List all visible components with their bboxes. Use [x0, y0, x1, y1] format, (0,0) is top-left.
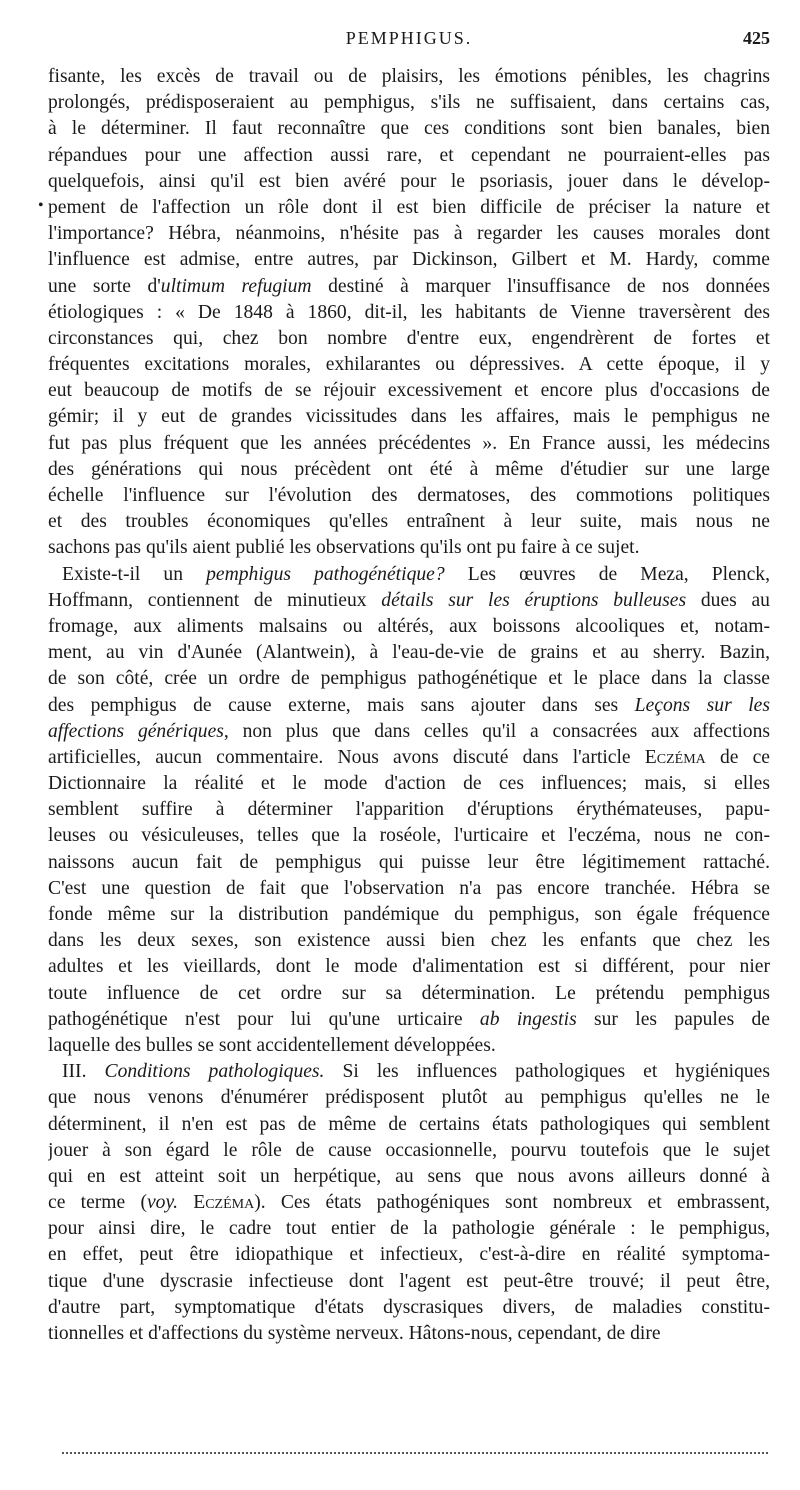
- text-line: [48, 247, 770, 273]
- text-line: [48, 928, 770, 954]
- text-line: [48, 693, 770, 719]
- text-segment: de ce: [705, 746, 770, 768]
- text-segment: voy.: [146, 1192, 178, 1214]
- text-line: [48, 562, 770, 588]
- text-segment: affections génériques: [48, 720, 224, 742]
- text-segment: fut pas plus fréquent que les années précédentes ». En France aussi, les médecins: [48, 432, 770, 454]
- text-line: [48, 1164, 770, 1190]
- text-line: [48, 457, 770, 483]
- text-line: [48, 274, 770, 300]
- footer-dotted-rule: [62, 1452, 768, 1454]
- running-head: [48, 28, 770, 54]
- text-segment: de son côté, crée un ordre de pemphigus pathogénétique et le place dans la classe: [48, 668, 770, 690]
- text-segment: Conditions pathologiques.: [104, 1061, 325, 1083]
- text-line: [48, 1190, 770, 1216]
- text-line: [48, 745, 770, 771]
- text-segment: artificielles, aucun commentaire. Nous avons discuté dans l'article: [48, 746, 645, 768]
- text-line: [48, 509, 770, 535]
- text-line: [48, 797, 770, 823]
- text-segment: quelquefois, ainsi qu'il est bien avéré pour le psoriasis, jouer dans le dévelop-: [48, 170, 770, 192]
- text-line: [48, 221, 770, 247]
- text-line: [48, 1321, 770, 1347]
- text-line: [48, 300, 770, 326]
- text-segment: pement de l'affection un rôle dont il est bien difficile de préciser la nature et: [48, 196, 770, 218]
- text-segment: des générations qui nous précèdent ont été à même d'étudier sur une large: [48, 458, 770, 480]
- text-segment: fromage, aux aliments malsains ou altérés, aux boissons alcooliques et, notam-: [48, 615, 770, 637]
- text-segment: dans les deux sexes, son existence aussi bien chez les enfants que chez les: [48, 930, 770, 952]
- text-line: [48, 666, 770, 692]
- text-line: [48, 1033, 770, 1059]
- text-segment: fonde même sur la distribution pandémique du pemphigus, son égale fréquence: [48, 904, 770, 925]
- text-segment: sachons pas qu'ils aient publié les observations qu'ils ont pu faire à ce sujet.: [48, 537, 640, 559]
- text-segment: déterminent, il n'en est pas de même de certains états pathologiques qui semblent: [48, 1113, 770, 1135]
- text-line: [48, 1269, 770, 1295]
- text-segment: ment, au vin d'Aunée (Alantwein), à l'eau-de-vie de grains et au sherry. Bazin,: [48, 642, 770, 664]
- text-segment: sur les papules de: [576, 1008, 770, 1030]
- text-line: [48, 1242, 770, 1268]
- text-segment: d'autre part, symptomatique d'états dyscrasiques divers, de maladies constitu-: [48, 1296, 770, 1318]
- text-segment: ). Ces états pathogéniques sont nombreux et embrassent,: [254, 1192, 770, 1214]
- text-segment: des pemphigus de cause externe, mais sans ajouter dans ses: [48, 694, 635, 716]
- text-segment: circonstances qui, chez bon nombre d'entre eux, engendrèrent de fortes et: [48, 327, 770, 349]
- text-segment: et des troubles économiques qu'elles entraînent à leur suite, mais nous ne: [48, 511, 770, 533]
- text-line: [48, 876, 770, 902]
- running-title: PEMPHIGUS.: [345, 28, 473, 48]
- text-line: [48, 1216, 770, 1242]
- text-line: [48, 1295, 770, 1321]
- text-segment: une sorte d': [48, 275, 161, 297]
- text-segment: fisante, les excès de travail ou de plaisirs, les émotions pénibles, les chagrins: [48, 66, 770, 87]
- text-segment: échelle l'influence sur l'évolution des dermatoses, des commotions politiques: [48, 485, 770, 506]
- text-line: [48, 431, 770, 457]
- text-segment: Eczéma: [193, 1192, 255, 1214]
- text-line: [48, 1112, 770, 1138]
- text-line: [48, 90, 770, 116]
- text-segment: toute influence de cet ordre sur sa détermination. Le prétendu pemphigus: [48, 982, 770, 1004]
- text-segment: tionnelles et d'affections du système nerveux. Hâtons-nous, cependant, de dire: [48, 1323, 661, 1344]
- margin-mark: •: [38, 197, 44, 214]
- text-line: [48, 1059, 770, 1085]
- text-segment: pour ainsi dire, le cadre tout entier de la pathologie générale : le pemphigus,: [48, 1218, 770, 1240]
- text-line: [48, 195, 770, 221]
- text-segment: naissons aucun fait de pemphigus qui puisse leur être légitimement rattaché.: [48, 851, 770, 873]
- text-segment: Existe-t-il un: [62, 563, 207, 585]
- text-segment: tique d'une dyscrasie infectieuse dont l'agent est peut-être trouvé; il peut être,: [48, 1270, 770, 1292]
- text-segment: leuses ou vésiculeuses, telles que la roséole, l'urticaire et l'eczéma, nous ne con-: [48, 825, 770, 847]
- text-segment: Hoffmann, contiennent de minutieux: [48, 589, 382, 611]
- text-line: [48, 535, 770, 561]
- text-line: [48, 954, 770, 980]
- text-line: [48, 1085, 770, 1111]
- text-segment: fréquentes excitations morales, exhilarantes ou dépressives. A cette époque, il y: [48, 354, 770, 376]
- text-segment: Les œuvres de Meza, Plenck,: [444, 563, 770, 585]
- text-segment: ab ingestis: [479, 1008, 577, 1030]
- text-segment: répandues pour une affection aussi rare, et cependant ne pourraient-elles pas: [48, 144, 770, 166]
- text-segment: prolongés, prédisposeraient au pemphigus, s'ils ne suffisaient, dans certains cas,: [48, 92, 770, 114]
- text-segment: gémir; il y eut de grandes vicissitudes dans les affaires, mais le pemphigus ne: [48, 406, 770, 428]
- text-segment: destiné à marquer l'insuffisance de nos données: [311, 275, 770, 297]
- text-segment: laquelle des bulles se sont accidentellement développées.: [48, 1034, 496, 1056]
- text-line: [48, 902, 770, 928]
- text-segment: C'est une question de fait que l'observation n'a pas encore tranchée. Hébra se: [48, 877, 770, 899]
- text-segment: Si les influences pathologiques et hygiéniques: [324, 1061, 770, 1083]
- text-segment: qui en est atteint soit un herpétique, au sens que nous avons ailleurs donné à: [48, 1165, 770, 1187]
- text-line: [48, 378, 770, 404]
- text-line: [48, 169, 770, 195]
- text-segment: en effet, peut être idiopathique et infectieux, c'est-à-dire en réalité symptoma-: [48, 1244, 770, 1266]
- text-line: [48, 588, 770, 614]
- text-segment: Dictionnaire la réalité et le mode d'action de ces influences; mais, si elles: [48, 773, 770, 795]
- text-line: [48, 1138, 770, 1164]
- text-line: [48, 614, 770, 640]
- text-segment: l'importance? Hébra, néanmoins, n'hésite pas à regarder les causes morales dont: [48, 223, 770, 245]
- text-segment: semblent suffire à déterminer l'apparition d'éruptions érythémateuses, papu-: [48, 799, 770, 821]
- text-segment: l'influence est admise, entre autres, par Dickinson, Gilbert et M. Hardy, comme: [48, 249, 770, 271]
- text-segment: jouer à son égard le rôle de cause occasionnelle, pourvu toutefois que le sujet: [48, 1139, 770, 1161]
- text-segment: pemphigus pathogénétique?: [206, 563, 445, 585]
- text-line: [48, 981, 770, 1007]
- text-line: [48, 771, 770, 797]
- text-segment: étiologiques : « De 1848 à 1860, dit-il, les habitants de Vienne traversèrent des: [48, 301, 770, 323]
- text-line: [48, 404, 770, 430]
- text-segment: III.: [62, 1061, 105, 1083]
- text-segment: dues au: [686, 589, 770, 611]
- text-line: [48, 326, 770, 352]
- text-line: [48, 483, 770, 509]
- text-segment: Eczéma: [644, 746, 706, 768]
- text-line: [48, 850, 770, 876]
- text-segment: à le déterminer. Il faut reconnaître que ces conditions sont bien banales, bien: [48, 118, 770, 140]
- text-line: [48, 823, 770, 849]
- text-line: [48, 719, 770, 745]
- text-segment: eut beaucoup de motifs de se réjouir excessivement et encore plus d'occasions de: [48, 380, 770, 402]
- text-segment: Leçons sur les: [634, 694, 770, 716]
- text-segment: , non plus que dans celles qu'il a consacrées aux affections: [223, 720, 770, 742]
- text-line: [48, 1007, 770, 1033]
- text-line: [48, 640, 770, 666]
- text-line: [48, 352, 770, 378]
- text-segment: que nous venons d'énumérer prédisposent plutôt au pemphigus qu'elles ne le: [48, 1087, 770, 1109]
- body-text: [48, 64, 770, 1347]
- text-segment: ultimum refugium: [160, 275, 312, 297]
- text-line: [48, 64, 770, 90]
- text-line: [48, 116, 770, 142]
- text-segment: ce terme (: [48, 1192, 147, 1214]
- text-segment: adultes et les vieillards, dont le mode d'alimentation est si différent, pour nier: [48, 956, 770, 978]
- text-segment: [178, 1192, 193, 1213]
- text-line: [48, 143, 770, 169]
- text-segment: pathogénétique n'est pour lui qu'une urticaire: [48, 1008, 480, 1030]
- page-number: 425: [743, 28, 770, 48]
- text-segment: détails sur les éruptions bulleuses: [381, 589, 687, 611]
